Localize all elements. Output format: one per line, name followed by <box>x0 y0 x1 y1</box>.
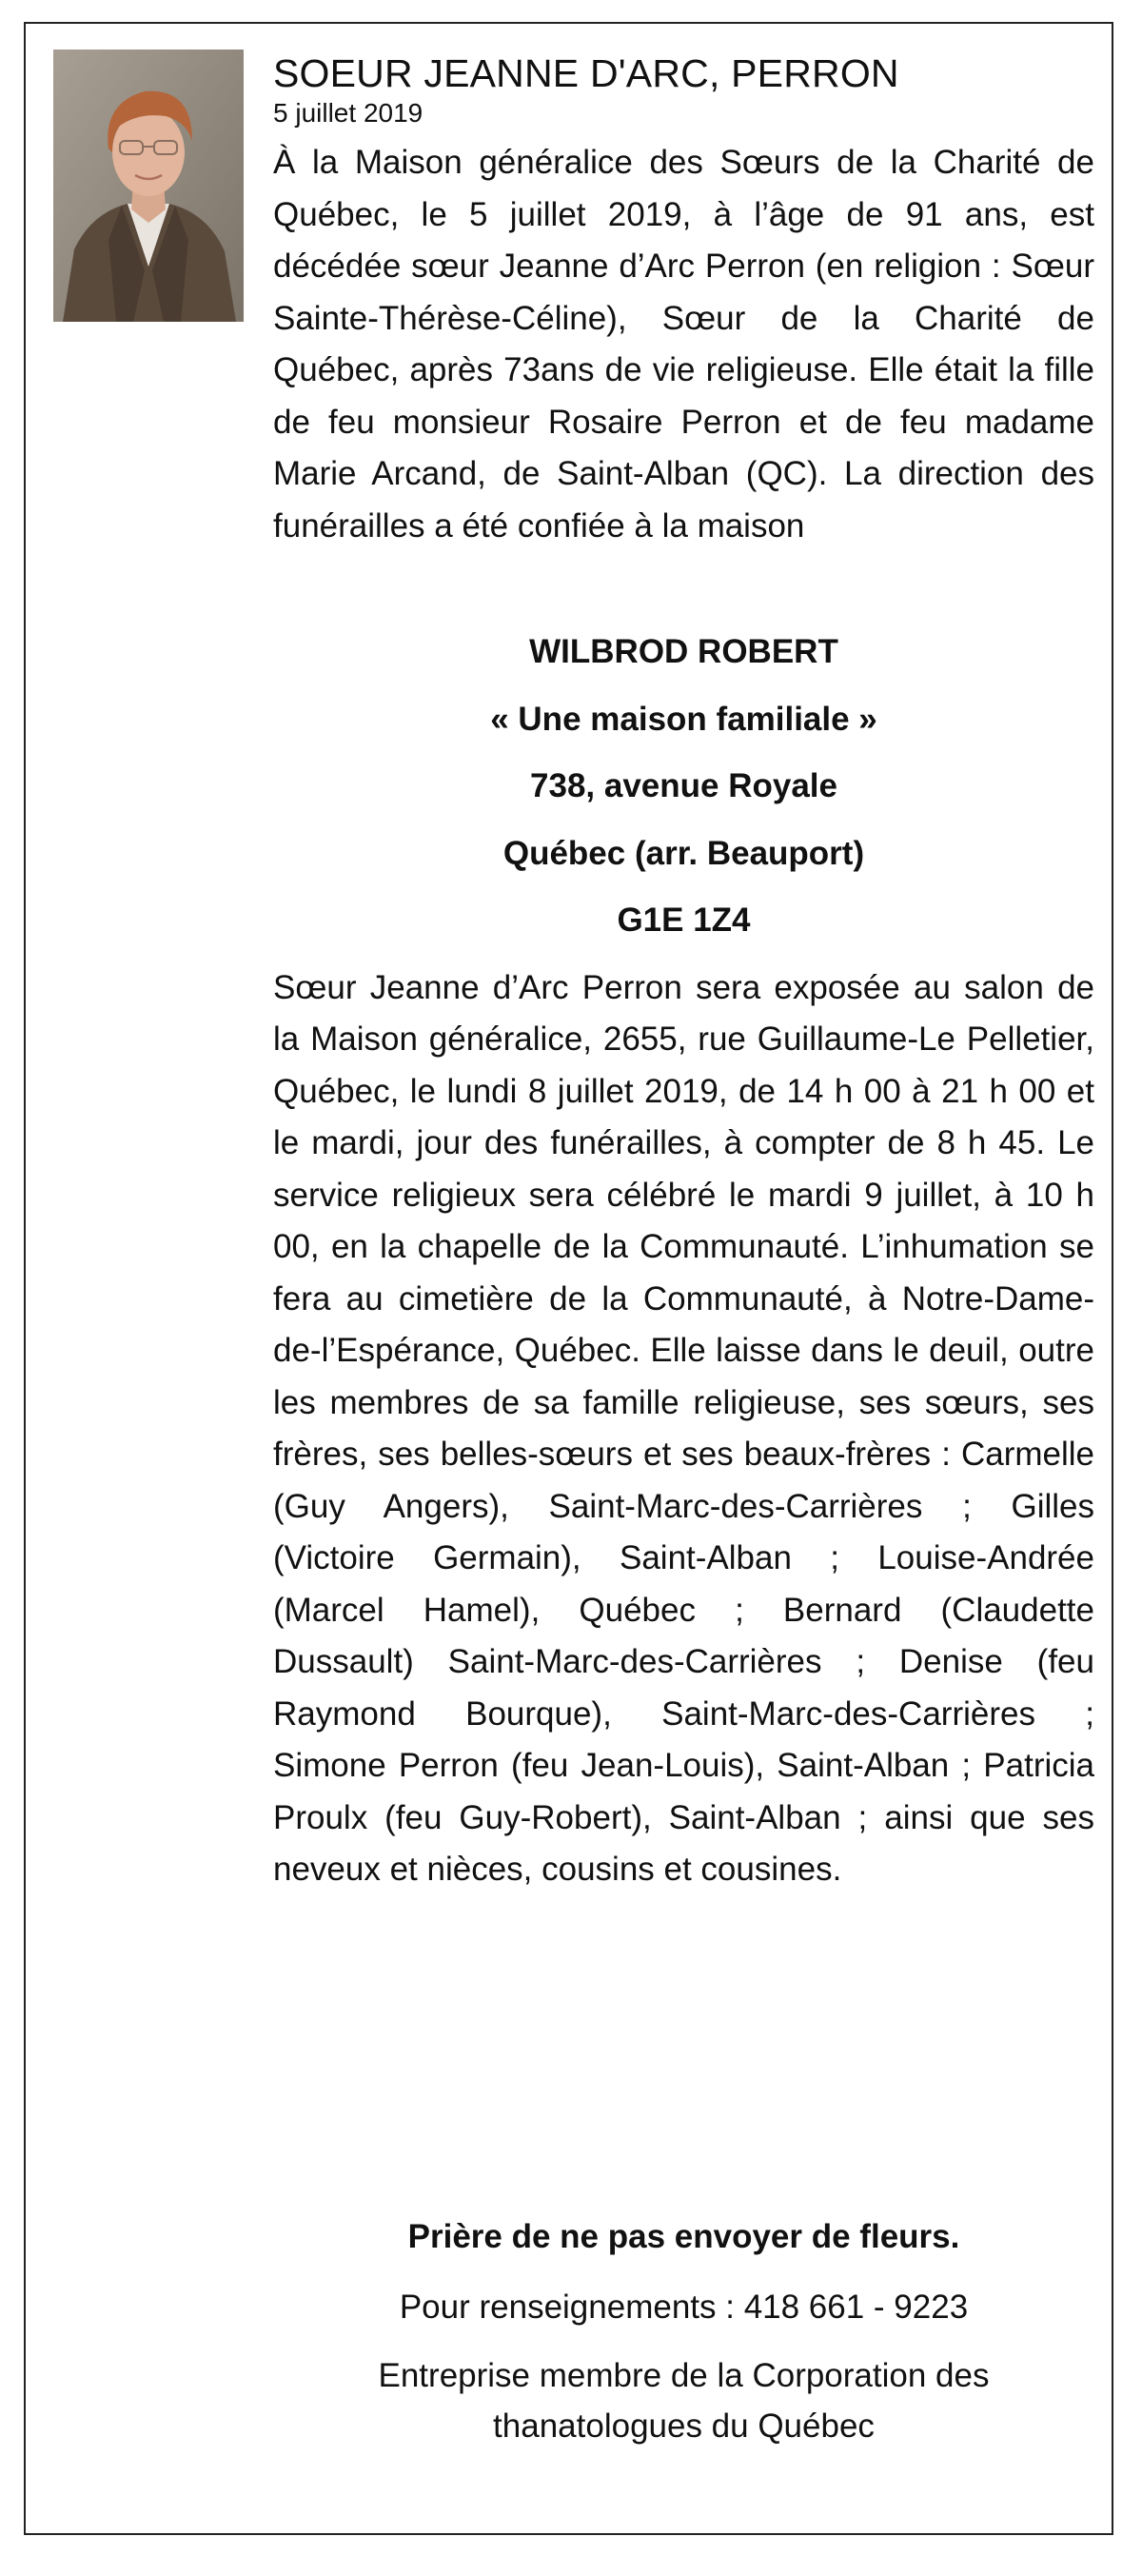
deceased-name: SOEUR JEANNE D'ARC, PERRON <box>273 51 899 95</box>
notice-body <box>273 50 1094 1896</box>
notice-footer <box>273 2213 1094 2451</box>
funeral-home-city: Québec (arr. Beauport) <box>502 834 865 872</box>
funeral-home-name: WILBROD ROBERT <box>529 633 838 670</box>
funeral-home-block <box>273 619 1094 955</box>
service-paragraph: Sœur Jeanne d’Arc Perron sera exposée au salon de la Maison généralice, 2655, rue Guillaume-Le Pelletier, Québec, le lundi 8 juillet 2019, de 14 h 00 à 21 h 00 et le mardi, jour des funérailles, à compter de 8 h 45. Le service religieux sera célébré le mardi 9 juillet, à 10 h 00, en la chapelle de la Communauté. L’inhumation se fera au cimetière de la Communauté, à Notre-Dame-de-l’Espérance, Québec. Elle laisse dans le deuil, outre les membres de sa famille religieuse, ses sœurs, ses frères, ses belles-sœurs et ses beaux-frères : Carmelle (Guy Angers), Saint-Marc-des-Carrières ; Gilles (Victoire Germain), Saint-Alban ; Louise-Andrée (Marcel Hamel), Québec ; Bernard (Claudette Dussault) Saint-Marc-des-Carrières ; Denise (feu Raymond Bourque), Saint-Marc-des-Carrières ; Simone Perron (feu Jean-Louis), Saint-Alban ; Patricia Proulx (feu Guy-Robert), Saint-Alban ; ainsi que ses neveux et nièces, cousins et cousines. <box>273 968 1094 1888</box>
intro-paragraph: À la Maison généralice des Sœurs de la Charité de Québec, le 5 juillet 2019, à l’âge de 91 ans, est décédée sœur Jeanne d’Arc Perron (en religion : Sœur Sainte-Thérèse-Céline), Sœur de la Charité de Québec, après 73ans de vie religieuse. Elle était la fille de feu monsieur Rosaire Perron et de feu madame Marie Arcand, de Saint-Alban (QC). La direction des funérailles a été confiée à la maison <box>273 144 1094 545</box>
notice-date: 5 juillet 2019 <box>273 98 423 128</box>
membership-note: Entreprise membre de la Corporation des thanatologues du Québec <box>378 2357 990 2445</box>
no-flowers-note: Prière de ne pas envoyer de fleurs. <box>407 2218 960 2255</box>
funeral-home-slogan: « Une maison familiale » <box>490 700 877 738</box>
funeral-home-postal-code: G1E 1Z4 <box>617 902 751 939</box>
funeral-home-street: 738, avenue Royale <box>530 767 837 804</box>
contact-info: Pour renseignements : 418 661 - 9223 <box>399 2289 969 2326</box>
portrait-photo <box>53 50 244 322</box>
